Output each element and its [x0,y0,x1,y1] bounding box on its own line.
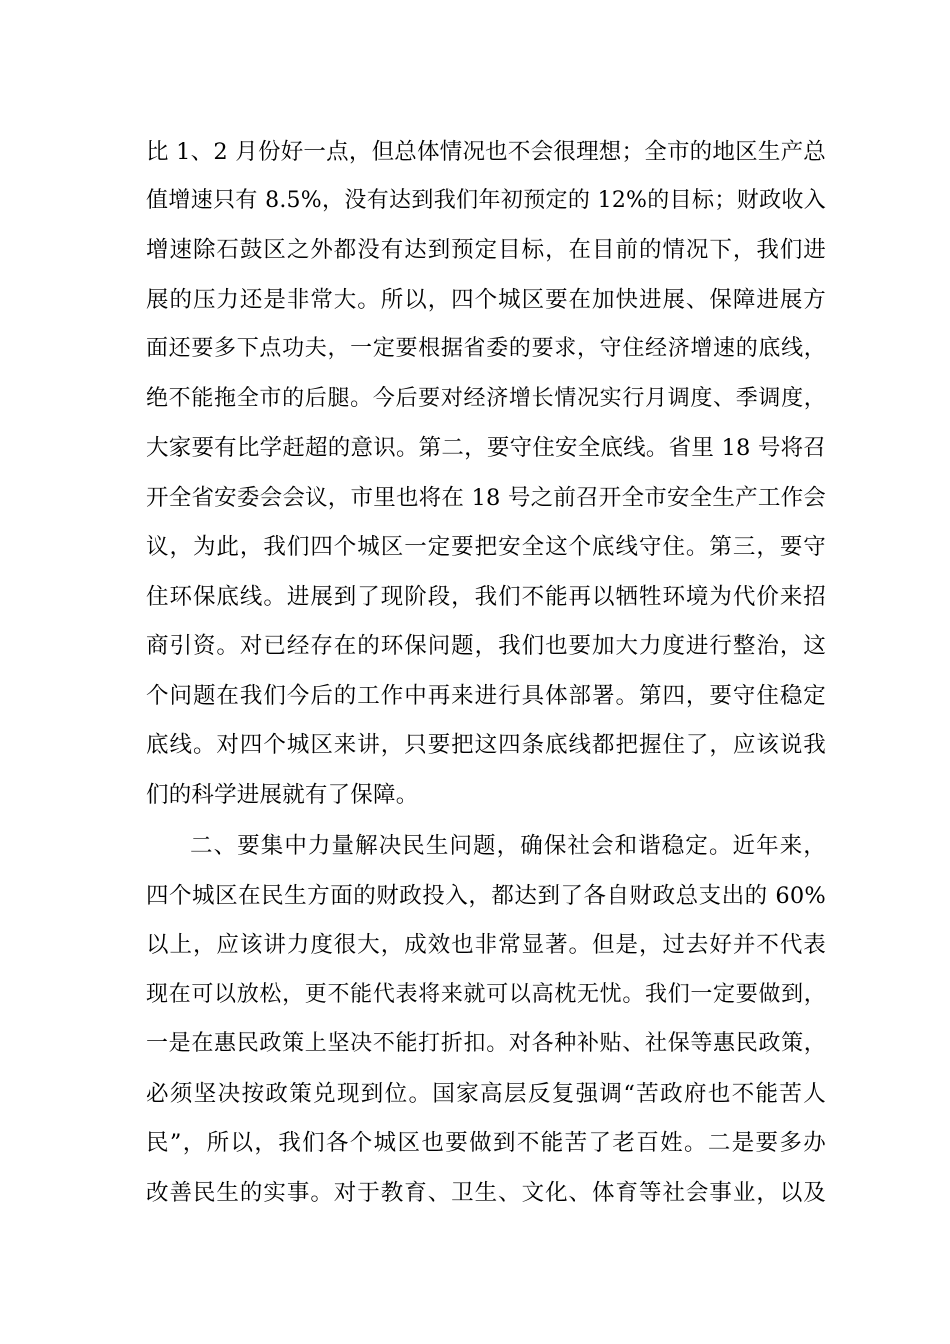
text-line: 开全省安委会会议，市里也将在 18 号之前召开全市安全生产工作会 [146,485,826,511]
text-line: 面还要多下点功夫，一定要根据省委的要求，守住经济增速的底线， [146,336,826,361]
text-line: 议，为此，我们四个城区一定要把安全这个底线守住。第三，要守 [146,534,826,560]
text-line: 值增速只有 8.5%，没有达到我们年初预定的 12%的目标；财政收入 [146,188,826,213]
text-line: 绝不能拖全市的后腿。今后要对经济增长情况实行月调度、季调度， [146,386,826,411]
text-line: 四个城区在民生方面的财政投入，都达到了各自财政总支出的 60% [146,883,826,909]
text-line: 住环保底线。进展到了现阶段，我们不能再以牺牲环境为代价来招 [146,584,826,610]
text-line: 以上，应该讲力度很大，成效也非常显著。但是，过去好并不代表 [146,932,826,958]
text-line: 展的压力还是非常大。所以，四个城区要在加快进展、保障进展方 [146,287,826,313]
text-line: 现在可以放松，更不能代表将来就可以高枕无忧。我们一定要做到， [146,982,826,1007]
text-line: 一是在惠民政策上坚决不能打折扣。对各种补贴、社保等惠民政策， [146,1031,826,1056]
paragraph-first-line: 二、要集中力量解决民生问题，确保社会和谐稳定。近年来， [190,833,826,859]
text-line: 必须坚决按政策兑现到位。国家高层反复强调“苦政府也不能苦人 [146,1081,826,1107]
text-line: 比 1、2 月份好一点，但总体情况也不会很理想；全市的地区生产总 [146,139,826,165]
text-line: 商引资。对已经存在的环保问题，我们也要加大力度进行整治，这 [146,633,826,659]
text-line: 增速除石鼓区之外都没有达到预定目标，在目前的情况下，我们进 [146,237,826,263]
text-line: 民”，所以，我们各个城区也要做到不能苦了老百姓。二是要多办 [146,1130,826,1156]
text-line: 个问题在我们今后的工作中再来进行具体部署。第四，要守住稳定 [146,683,826,709]
text-line: 大家要有比学赶超的意识。第二，要守住安全底线。省里 18 号将召 [146,435,826,461]
text-line: 们的科学进展就有了保障。 [146,782,419,808]
text-line: 底线。对四个城区来讲，只要把这四条底线都把握住了，应该说我 [146,732,826,758]
text-line: 改善民生的实事。对于教育、卫生、文化、体育等社会事业，以及 [146,1180,826,1206]
